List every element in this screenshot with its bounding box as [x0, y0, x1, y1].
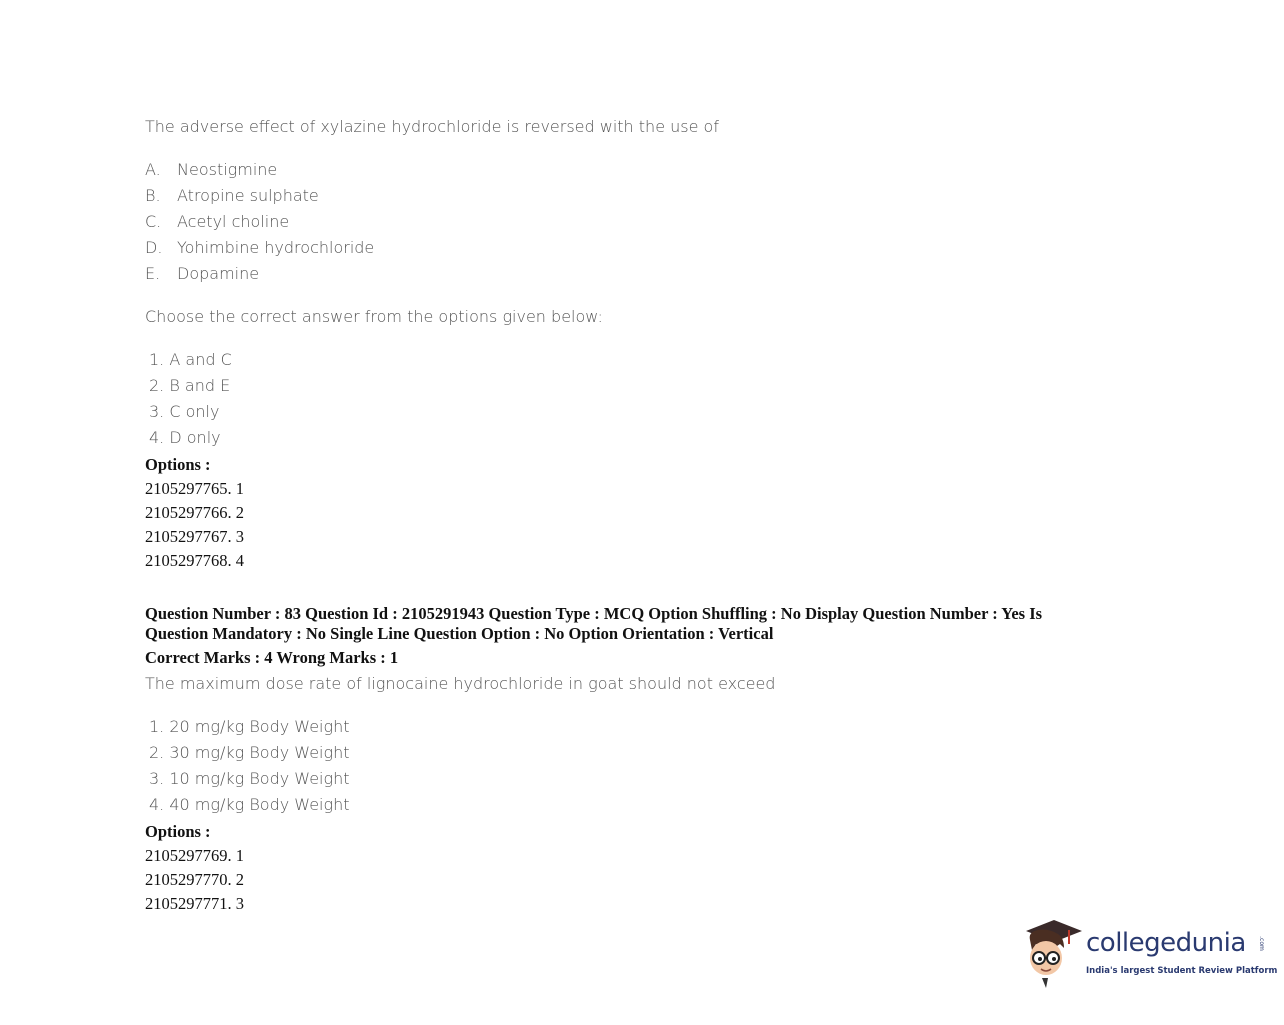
- statement-letter: A.: [145, 160, 161, 179]
- statement-letter: D.: [145, 238, 163, 257]
- answer-choice-3: 3. 10 mg/kg Body Weight: [149, 769, 350, 788]
- answer-choice-4: 4. 40 mg/kg Body Weight: [149, 795, 350, 814]
- logo-suffix: .com: [1257, 936, 1265, 951]
- option-id-1: 2105297769. 1: [145, 846, 244, 865]
- option-id-3: 2105297767. 3: [145, 527, 244, 546]
- answer-choice-2: 2. 30 mg/kg Body Weight: [149, 743, 350, 762]
- statement-letter: E.: [145, 264, 161, 283]
- statement-text: Dopamine: [177, 264, 260, 283]
- answer-choice-4: 4. D only: [149, 428, 221, 447]
- question-82-instruction: Choose the correct answer from the options given below:: [145, 307, 603, 326]
- question-83-marks: Correct Marks : 4 Wrong Marks : 1: [145, 648, 399, 667]
- options-label: Options :: [145, 455, 211, 474]
- statement-text: Acetyl choline: [177, 212, 290, 231]
- question-83-meta-line-1: Question Number : 83 Question Id : 2105291943 Question Type : MCQ Option Shuffling : No Display Question Number : Yes Is: [145, 604, 1043, 623]
- statement-a: [145, 160, 277, 179]
- answer-choice-3: 3. C only: [149, 402, 220, 421]
- statement-letter: B.: [145, 186, 161, 205]
- statement-letter: C.: [145, 212, 162, 231]
- answer-choice-2: 2. B and E: [149, 376, 231, 395]
- graduate-mascot-icon: [1024, 918, 1086, 990]
- statement-text: Neostigmine: [177, 160, 278, 179]
- option-id-1: 2105297765. 1: [145, 479, 244, 498]
- question-83-meta-line-2: Question Mandatory : No Single Line Question Option : No Option Orientation : Vertical: [145, 624, 774, 643]
- logo-tagline: India's largest Student Review Platform: [1086, 966, 1278, 976]
- statement-text: Atropine sulphate: [177, 186, 319, 205]
- question-82-stem: The adverse effect of xylazine hydrochloride is reversed with the use of: [145, 117, 719, 136]
- option-id-2: 2105297766. 2: [145, 503, 244, 522]
- option-id-4: 2105297768. 4: [145, 551, 244, 570]
- answer-choice-1: 1. 20 mg/kg Body Weight: [149, 717, 350, 736]
- statement-c: [145, 212, 289, 231]
- options-label: Options :: [145, 822, 211, 841]
- statement-d: [145, 238, 374, 257]
- option-id-3: 2105297771. 3: [145, 894, 244, 913]
- statement-e: [145, 264, 259, 283]
- statement-b: [145, 186, 319, 205]
- statement-text: Yohimbine hydrochloride: [177, 238, 375, 257]
- question-83-stem: The maximum dose rate of lignocaine hydrochloride in goat should not exceed: [145, 674, 776, 693]
- option-id-2: 2105297770. 2: [145, 870, 244, 889]
- logo-wordmark: collegedunia: [1086, 928, 1246, 958]
- collegedunia-logo: [1024, 918, 1278, 990]
- answer-choice-1: 1. A and C: [149, 350, 232, 369]
